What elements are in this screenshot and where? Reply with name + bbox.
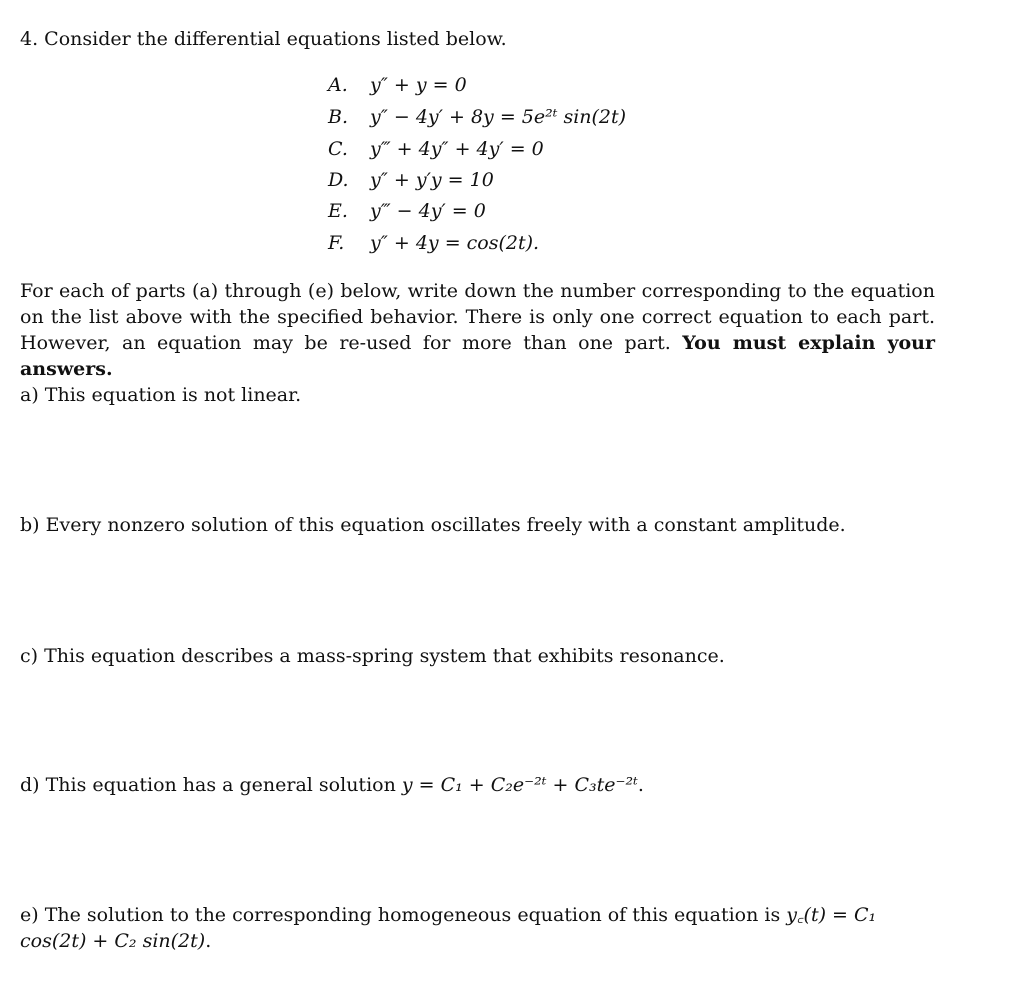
equation-text: y″ + 4y = cos(2t). xyxy=(370,232,540,254)
instructions-text: For each of parts (a) through (e) below, write down the number corresponding to the equation on the list above with the specified behavior. There is only one correct equation to each part. However, an equation may be re-used for more than one part. xyxy=(20,280,935,354)
equation-label: F. xyxy=(328,232,345,254)
part-e-suffix: . xyxy=(205,930,212,952)
part-d-suffix: . xyxy=(637,774,644,796)
equation-c xyxy=(328,136,544,162)
equation-label: E. xyxy=(328,200,348,222)
part-d xyxy=(20,772,644,798)
equation-text: y″ + y = 0 xyxy=(370,74,467,96)
equation-text: y″ − 4y′ + 8y = 5e²ᵗ sin(2t) xyxy=(370,106,627,128)
part-d-text: d) This equation has a general solution xyxy=(20,774,402,796)
part-b: b) Every nonzero solution of this equation oscillates freely with a constant amplitude. xyxy=(20,514,846,536)
equation-f xyxy=(328,230,539,256)
equation-b xyxy=(328,104,626,130)
instructions-emphasis: You must explain your answers. xyxy=(20,332,936,380)
equation-text: y″ + y′y = 10 xyxy=(370,169,494,191)
equation-e xyxy=(328,198,486,224)
part-e-math: y꜀(t) = C₁ cos(2t) + C₂ sin(2t) xyxy=(20,904,877,952)
equation-label: D. xyxy=(328,169,349,191)
instructions-paragraph xyxy=(20,278,935,382)
equation-d xyxy=(328,167,494,193)
equation-a xyxy=(328,72,467,98)
equation-text: y‴ + 4y″ + 4y′ = 0 xyxy=(370,138,544,160)
part-d-math: y = C₁ + C₂e⁻²ᵗ + C₃te⁻²ᵗ xyxy=(401,774,638,796)
question-header: 4. Consider the differential equations listed below. xyxy=(20,28,507,50)
equation-label: B. xyxy=(328,106,349,128)
equation-text: y‴ − 4y′ = 0 xyxy=(370,200,486,222)
part-a: a) This equation is not linear. xyxy=(20,384,302,406)
part-c: c) This equation describes a mass-spring system that exhibits resonance. xyxy=(20,645,725,667)
part-e-text: e) The solution to the corresponding homogeneous equation of this equation is xyxy=(20,904,787,926)
equation-label: A. xyxy=(328,74,348,96)
part-e xyxy=(20,902,935,954)
equation-label: C. xyxy=(328,138,348,160)
